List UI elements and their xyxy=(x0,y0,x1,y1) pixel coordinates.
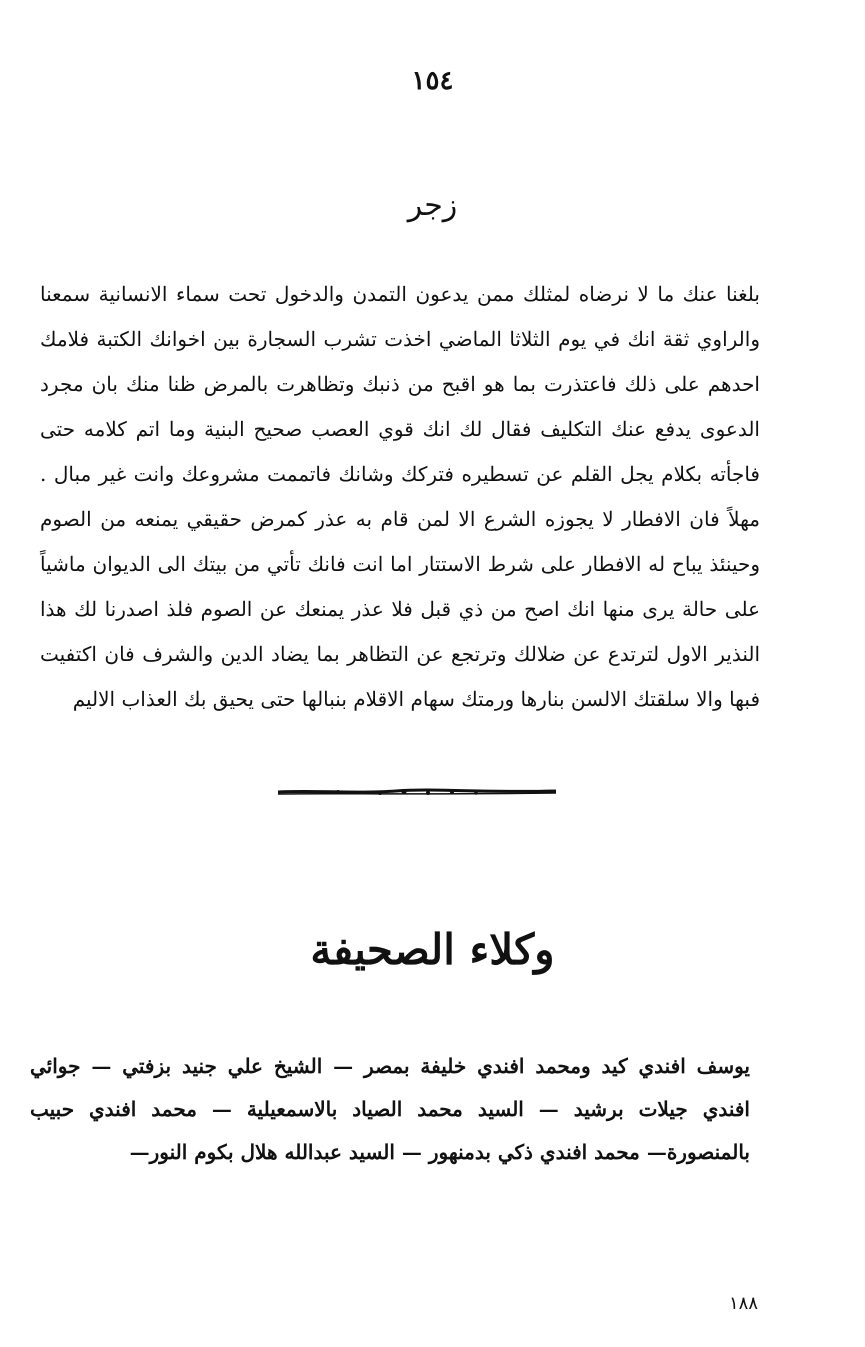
footer-page-number: ١٨٨ xyxy=(728,1293,758,1314)
page-number: ١٥٤ xyxy=(411,66,454,96)
agents-heading: وكلاء الصحيفة xyxy=(310,925,555,974)
body-paragraph: بلغنا عنك ما لا نرضاه لمثلك ممن يدعون التمدن والدخول تحت سماء الانسانية سمعنا والراوي ثقة انك في يوم الثلاثا الماضي اخذت تشرب السجارة بين اخوانك الكتبة فلامك احدهم على ذلك فاعتذرت بما هو اقبح من ذنبك وتظاهرت بالمرض ظنا منك بان مجرد الدعوى يدفع عنك التكليف فقال لك انك قوي العصب صحيح البنية وما اتم كلامه حتى فاجأته بكلام يجل القلم عن تسطيره فتركك وشانك فاتممت مشروعك وانت غير مبال . مهلاً فان الافطار لا يجوزه الشرع الا لمن قام به عذر كمرض حقيقي يمنعه من الصوم وحينئذ يباح له الافطار على شرط الاستتار اما انت فانك تأتي من بيتك الى الديوان ماشياً على حالة يرى منها انك اصح من ذي قبل فلا عذر يمنعك عن الصوم فلذ اصدرنا لك هذا النذير الاول لترتدع عن ضلالك وترتجع عن التظاهر بما يضاد الدين والشرف فان اكتفيت فبها والا سلقتك الالسن بنارها ورمتك سهام الاقلام بنبالها حتى يحيق بك العذاب الاليم xyxy=(40,282,761,711)
agents-list: يوسف افندي كيد ومحمد افندي خليفة بمصر — الشيخ علي جنيد بزفتي — جوائي افندي جيلات برشيد — السيد محمد الصياد بالاسمعيلية — محمد افندي حبيب بالمنصورة— محمد افندي ذكي بدمنهور — السيد عبدالله هلال بكوم النور— xyxy=(30,1054,750,1164)
ornamental-divider xyxy=(276,784,558,800)
section-title: زجر xyxy=(407,188,458,223)
